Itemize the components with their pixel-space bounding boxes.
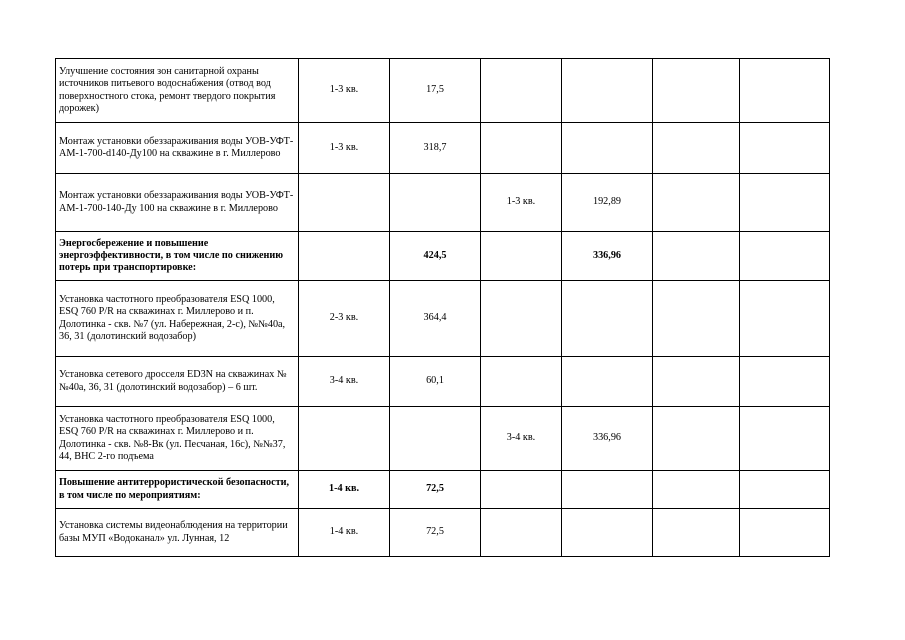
period-1-cell: 1-3 кв. (299, 123, 390, 174)
document-table (55, 58, 830, 557)
amount-2-cell (562, 357, 653, 407)
table-body (56, 59, 830, 557)
period-1-cell: 2-3 кв. (299, 281, 390, 357)
amount-1-cell: 318,7 (390, 123, 481, 174)
period-2-cell: 1-3 кв. (481, 174, 562, 232)
measure-name-cell: Установка частотного преобразователя ESQ 1000, ESQ 760 P/R на скважинах г. Миллерово и п. Долотинка - скв. №8-Вк (ул. Песчаная, 16с), №№37, 44, ВНС 2-го подъема (56, 407, 299, 471)
amount-2-cell (562, 123, 653, 174)
table-row (56, 357, 830, 407)
table-row (56, 281, 830, 357)
empty-cell-6 (653, 357, 740, 407)
empty-cell-6 (653, 407, 740, 471)
empty-cell-6 (653, 174, 740, 232)
empty-cell-6 (653, 509, 740, 557)
table-row (56, 407, 830, 471)
amount-1-cell: 60,1 (390, 357, 481, 407)
amount-1-cell: 424,5 (390, 232, 481, 281)
measure-name-cell: Энергосбережение и повышение энергоэффективности, в том числе по снижению потерь при транспортировке: (56, 232, 299, 281)
amount-2-cell: 336,96 (562, 232, 653, 281)
amount-2-cell: 192,89 (562, 174, 653, 232)
empty-cell-6 (653, 471, 740, 509)
measure-name-cell: Повышение антитеррористической безопасности, в том числе по мероприятиям: (56, 471, 299, 509)
empty-cell-6 (653, 281, 740, 357)
empty-cell-6 (653, 232, 740, 281)
measure-name-cell: Монтаж установки обеззараживания воды УОВ-УФТ-АМ-1-700-d140-Ду100 на скважине в г. Миллерово (56, 123, 299, 174)
period-2-cell (481, 281, 562, 357)
period-2-cell (481, 357, 562, 407)
period-2-cell (481, 232, 562, 281)
period-1-cell (299, 174, 390, 232)
empty-cell-6 (653, 59, 740, 123)
period-2-cell: 3-4 кв. (481, 407, 562, 471)
table-row (56, 174, 830, 232)
period-2-cell (481, 471, 562, 509)
amount-1-cell: 17,5 (390, 59, 481, 123)
period-1-cell (299, 407, 390, 471)
table-row (56, 471, 830, 509)
empty-cell-7 (740, 471, 830, 509)
empty-cell-7 (740, 59, 830, 123)
amount-2-cell (562, 509, 653, 557)
table-row (56, 123, 830, 174)
period-1-cell (299, 232, 390, 281)
empty-cell-7 (740, 509, 830, 557)
amount-1-cell: 364,4 (390, 281, 481, 357)
measure-name-cell: Улучшение состояния зон санитарной охраны источников питьевого водоснабжения (отвод вод поверхностного стока, ремонт твердого покрытия дорожек) (56, 59, 299, 123)
period-1-cell: 1-4 кв. (299, 471, 390, 509)
table-row (56, 509, 830, 557)
measure-name-cell: Установка системы видеонаблюдения на территории базы МУП «Водоканал» ул. Лунная, 12 (56, 509, 299, 557)
period-1-cell: 1-3 кв. (299, 59, 390, 123)
empty-cell-7 (740, 123, 830, 174)
measure-name-cell: Монтаж установки обеззараживания воды УОВ-УФТ-АМ-1-700-140-Ду 100 на скважине в г. Миллерово (56, 174, 299, 232)
amount-1-cell (390, 407, 481, 471)
period-2-cell (481, 123, 562, 174)
empty-cell-7 (740, 174, 830, 232)
empty-cell-6 (653, 123, 740, 174)
period-1-cell: 1-4 кв. (299, 509, 390, 557)
amount-2-cell (562, 59, 653, 123)
period-1-cell: 3-4 кв. (299, 357, 390, 407)
amount-1-cell: 72,5 (390, 509, 481, 557)
empty-cell-7 (740, 232, 830, 281)
measure-name-cell: Установка частотного преобразователя ESQ 1000, ESQ 760 P/R на скважинах г. Миллерово и п. Долотинка - скв. №7 (ул. Набережная, 2-с), №№40а, 36, 31 (долотинский водозабор) (56, 281, 299, 357)
table-row (56, 59, 830, 123)
period-2-cell (481, 59, 562, 123)
amount-2-cell (562, 281, 653, 357)
measure-name-cell: Установка сетевого дросселя ED3N на скважинах №№40а, 36, 31 (долотинский водозабор) – 6 шт. (56, 357, 299, 407)
empty-cell-7 (740, 357, 830, 407)
amount-1-cell (390, 174, 481, 232)
table-row (56, 232, 830, 281)
empty-cell-7 (740, 407, 830, 471)
amount-1-cell: 72,5 (390, 471, 481, 509)
amount-2-cell (562, 471, 653, 509)
amount-2-cell: 336,96 (562, 407, 653, 471)
period-2-cell (481, 509, 562, 557)
empty-cell-7 (740, 281, 830, 357)
